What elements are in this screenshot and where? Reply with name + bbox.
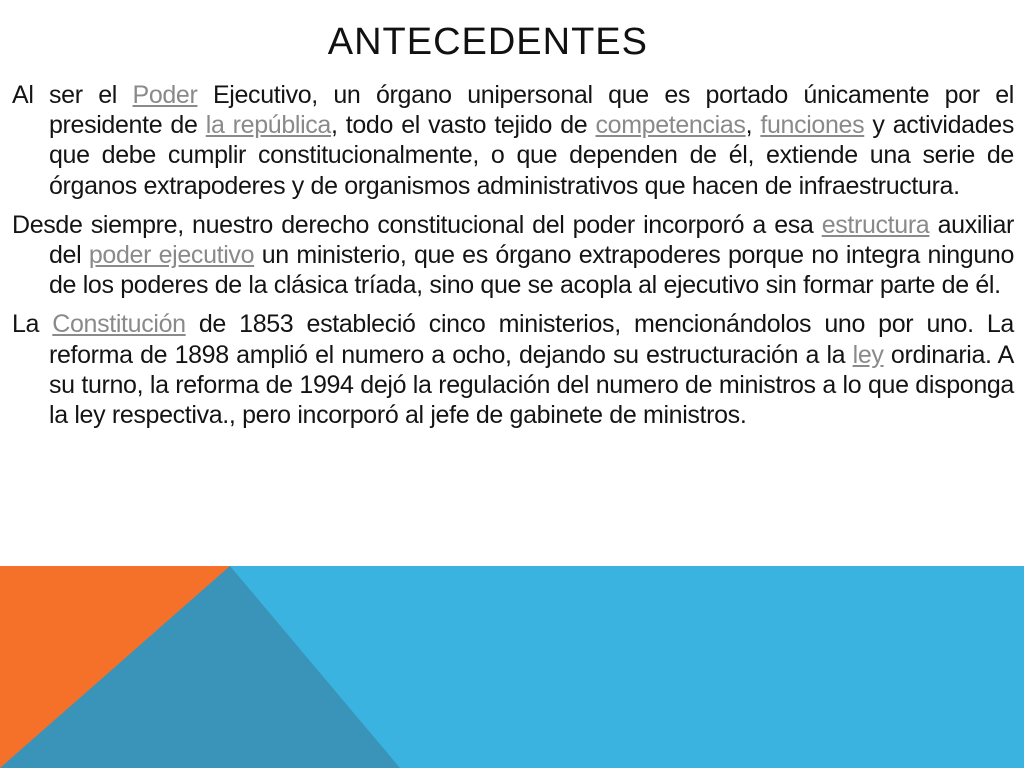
paragraph-text: de 1853 estableció cinco ministerios, mencionándolos uno por uno. La reforma de 1898 amplió el numero a ocho, dejando su estructuración a la — [49, 310, 1014, 369]
paragraph-text: Ejecutivo, un órgano unipersonal que es portado únicamente por el presidente de — [49, 81, 1014, 140]
paragraph-2 — [12, 210, 1014, 301]
slide-body — [12, 80, 1014, 439]
paragraph-text: Al ser el — [12, 81, 133, 109]
decorative-footer — [0, 566, 1024, 768]
paragraph-text: ordinaria. A su turno, la reforma de 1994 dejó la regulación del numero de ministros a lo que disponga la ley respectiva., pero incorporó al jefe de gabinete de ministros. — [49, 340, 1014, 430]
paragraph-text: auxiliar del — [49, 210, 1014, 270]
paragraph-3 — [12, 309, 1014, 430]
slide-title: ANTECEDENTES — [327, 21, 648, 63]
paragraph-text: y actividades que debe cumplir constitucionalmente, o que dependen de él, extiende una serie de órganos extrapoderes y de organismos administrativos que hacen de infraestructura. — [49, 111, 1014, 200]
paragraph-1 — [12, 80, 1014, 201]
paragraph-text: , — [745, 111, 761, 140]
paragraph-text: Desde siempre, nuestro derecho constitucional del poder incorporó a esa — [12, 210, 822, 239]
paragraph-text: un ministerio, que es órgano extrapoderes porque no integra ninguno de los poderes de la clásica tríada, sino que se acopla al ejecutivo sin formar parte de él. — [49, 241, 1014, 300]
link-ley[interactable]: ley — [852, 340, 884, 369]
link-poder-ejecutivo[interactable]: poder ejecutivo — [88, 241, 255, 270]
link-poder[interactable]: Poder — [132, 81, 198, 109]
link-estructura[interactable]: estructura — [821, 210, 930, 239]
link-funciones[interactable]: funciones — [760, 111, 865, 140]
link-competencias[interactable]: competencias — [595, 111, 746, 140]
link-constitución[interactable]: Constitución — [52, 310, 186, 339]
paragraph-text: La — [12, 310, 53, 339]
paragraph-text: , todo el vasto tejido de — [330, 111, 596, 140]
link-la-república[interactable]: la república — [205, 111, 331, 140]
